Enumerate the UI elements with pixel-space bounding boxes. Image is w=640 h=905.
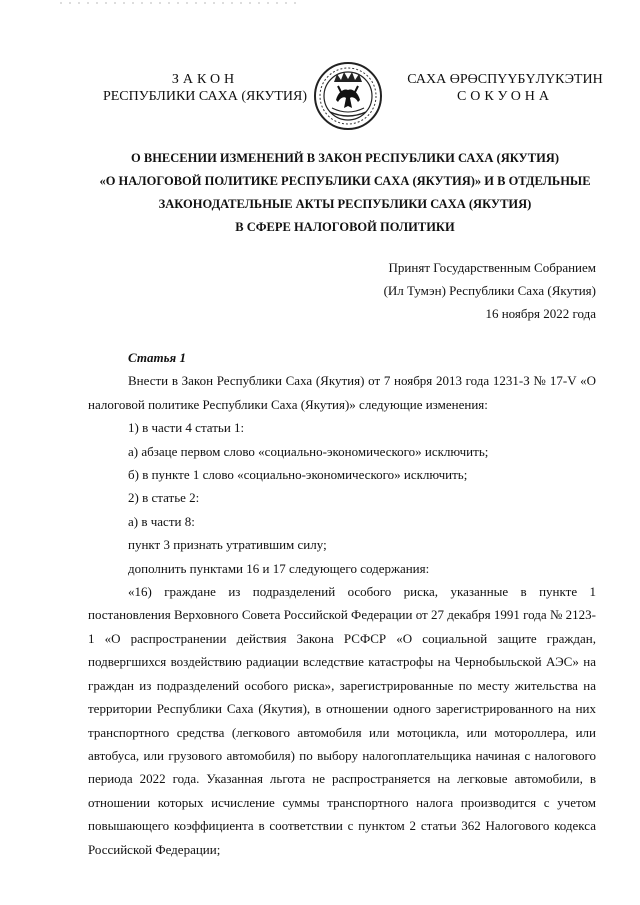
title-line-1: О ВНЕСЕНИИ ИЗМЕНЕНИЙ В ЗАКОН РЕСПУБЛИКИ САХА (ЯКУТИЯ) xyxy=(131,151,559,165)
article-item: 2) в статье 2: xyxy=(128,490,200,506)
coat-of-arms-icon xyxy=(312,60,384,132)
article-body xyxy=(88,346,596,861)
article-item: а) абзаце первом слово «социально-экономического» исключить; xyxy=(128,443,489,459)
document-title xyxy=(60,147,630,239)
title-line-3: ЗАКОНОДАТЕЛЬНЫЕ АКТЫ РЕСПУБЛИКИ САХА (ЯКУТИЯ) xyxy=(158,197,532,211)
header-right-title: САХА ӨРӨСПҮҮБҮЛҮКЭТИН xyxy=(407,72,603,87)
coat-of-arms-svg xyxy=(312,60,384,132)
header-left xyxy=(100,71,310,105)
article-item: а) в части 8: xyxy=(128,513,195,529)
adoption-info xyxy=(384,256,596,325)
article-item: дополнить пунктами 16 и 17 следующего содержания: xyxy=(128,560,430,576)
article-paragraph-16: «16) граждане из подразделений особого риска, указанные в пункте 1 постановления Верховного Совета Российской Федерации от 27 декабря 1991 года № 2123-1 «О распространении действия Закона РСФСР «О социальной защите граждан, подвергшихся воздействию радиации вследствие катастрофы на Чернобыльской АЭС» на граждан из подразделений особого риска», зарегистрированные по месту жительства на территории Республики Саха (Якутия), в отношении одного зарегистрированного на них транспортного средства (легкового автомобиля или мотоцикла, или мотороллера, или автобуса, или грузового автомобиля) по выбору налогоплательщика начиная с налогового периода 2022 года. Указанная льгота не распространяется на легковые автомобили, в отношении которых исчисление суммы транспортного налога производится с учетом повышающего коэффициента в соответствии с пунктом 2 статьи 362 Налогового кодекса Российской Федерации; xyxy=(88,584,596,857)
adoption-line-2: (Ил Тумэн) Республики Саха (Якутия) xyxy=(383,283,596,298)
header-left-title: ЗАКОН xyxy=(171,72,239,87)
header-right-subtitle: СОКУОНА xyxy=(456,89,554,104)
scan-artifact xyxy=(60,2,300,4)
article-item: б) в пункте 1 слово «социально-экономического» исключить; xyxy=(128,467,468,483)
header-right xyxy=(400,71,610,105)
article-item: 1) в части 4 статьи 1: xyxy=(128,420,245,436)
adoption-date: 16 ноября 2022 года xyxy=(485,306,596,321)
article-item: пункт 3 признать утратившим силу; xyxy=(128,537,327,553)
adoption-line-1: Принят Государственным Собранием xyxy=(388,260,596,275)
header-left-subtitle: РЕСПУБЛИКИ САХА (ЯКУТИЯ) xyxy=(102,89,308,104)
title-line-4: В СФЕРЕ НАЛОГОВОЙ ПОЛИТИКИ xyxy=(235,220,455,234)
article-intro: Внести в Закон Республики Саха (Якутия) от 7 ноября 2013 года 1231-З № 17-V «О налоговой политике Республики Саха (Якутия)» следующие изменения: xyxy=(88,373,596,412)
article-title: Статья 1 xyxy=(128,350,186,365)
title-line-2: «О НАЛОГОВОЙ ПОЛИТИКЕ РЕСПУБЛИКИ САХА (ЯКУТИЯ)» И В ОТДЕЛЬНЫЕ xyxy=(99,174,591,188)
